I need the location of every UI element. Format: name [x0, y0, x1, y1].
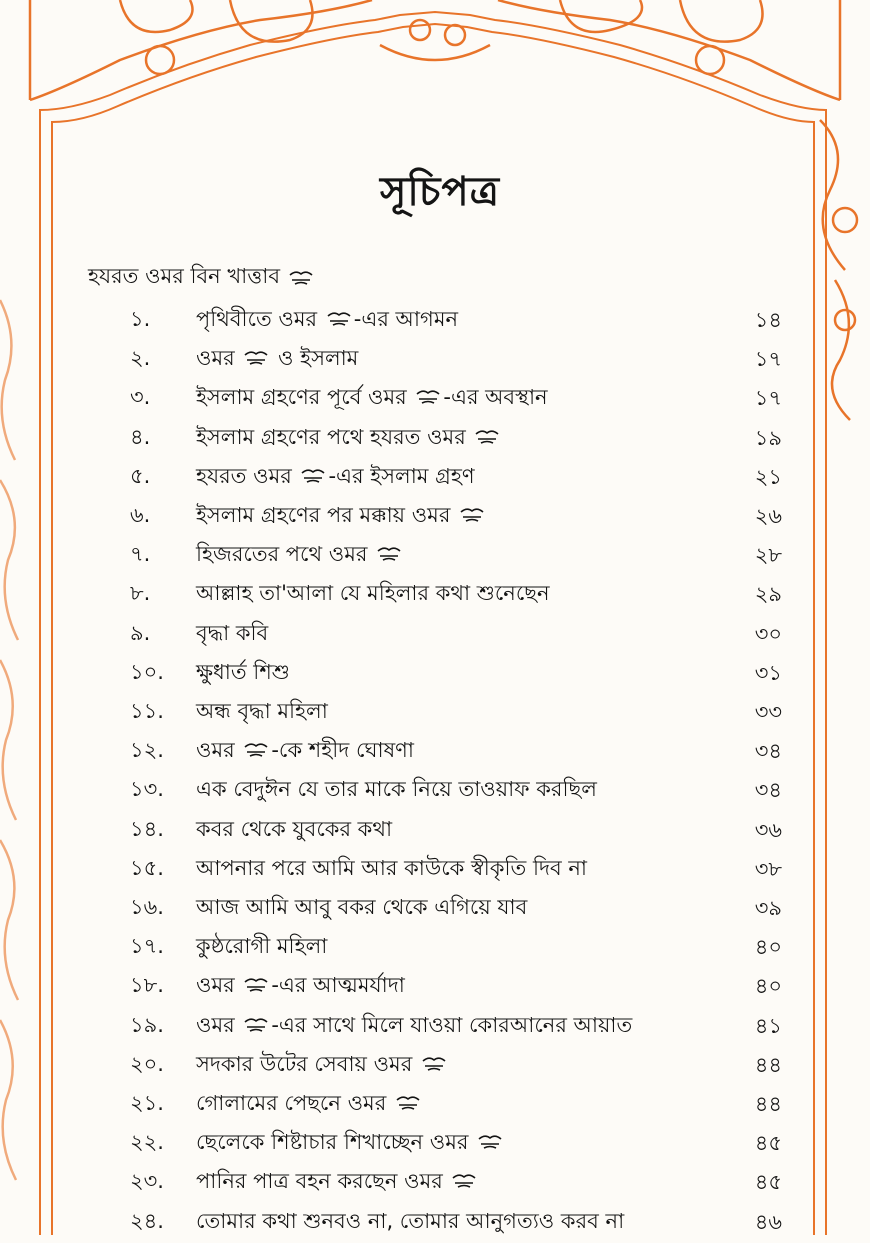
toc-entry	[0, 380, 870, 419]
entry-page-number: ৩৩	[754, 700, 782, 724]
entry-title	[196, 1008, 632, 1042]
entry-number: ১০.	[130, 659, 164, 684]
section-header	[88, 260, 316, 295]
entry-title	[196, 498, 487, 532]
honorific-seal-icon	[421, 1055, 447, 1073]
entry-page-number: ২৮	[754, 543, 782, 568]
entry-page-number: ১৭	[754, 347, 782, 372]
entry-title-text: ইসলাম গ্রহণের পথে হযরত ওমর	[196, 424, 473, 449]
entry-number: ১৮.	[130, 973, 164, 998]
toc-entry	[0, 576, 870, 615]
toc-entry	[0, 616, 870, 655]
honorific-seal-icon	[395, 1094, 421, 1112]
toc-entry	[0, 851, 870, 890]
entry-number: ৪.	[130, 424, 151, 449]
entry-number: ৫.	[130, 463, 151, 488]
entry-title-text: ওমর	[196, 973, 242, 998]
entry-title	[196, 772, 597, 806]
entry-number: ১৪.	[130, 816, 164, 841]
entry-page-number: ১৪	[754, 308, 782, 332]
entry-title	[196, 537, 404, 571]
honorific-seal-icon	[243, 1016, 269, 1034]
toc-entry	[0, 733, 870, 772]
toc-entry	[0, 655, 870, 694]
toc-entry	[0, 1008, 870, 1047]
entry-page-number: ৪০	[754, 935, 782, 960]
toc-entry	[0, 420, 870, 459]
entry-title	[196, 968, 405, 1002]
entry-number: ২২.	[130, 1130, 164, 1155]
entry-page-number: ৩৪	[754, 778, 782, 803]
entry-title-text: হিজরতের পথে ওমর	[196, 542, 375, 567]
page-title: সূচিপত্র	[380, 168, 500, 215]
entry-number: ১৫.	[130, 855, 164, 880]
entry-title-text: তোমার কথা শুনবও না, তোমার আনুগত্যও করব না	[196, 1208, 625, 1233]
entry-title	[196, 890, 527, 924]
entry-title	[196, 851, 587, 885]
section-label: হযরত ওমর বিন খাত্তাব	[88, 264, 281, 288]
toc-entry	[0, 968, 870, 1007]
entry-title	[196, 812, 392, 846]
entry-title	[196, 929, 327, 963]
entry-number: ৩.	[130, 385, 151, 410]
entry-title-text: -এর সাথে মিলে যাওয়া কোরআনের আয়াত	[271, 1012, 633, 1037]
toc-entry	[0, 498, 870, 537]
entry-page-number: ৩১	[754, 660, 782, 685]
entry-number: ২৩.	[130, 1169, 164, 1194]
toc-entry	[0, 302, 870, 341]
honorific-seal-icon	[474, 428, 500, 446]
entry-page-number: ১৭	[754, 386, 782, 411]
entry-page-number: ৪৬	[754, 1209, 782, 1234]
entry-number: ১৩.	[130, 777, 164, 802]
honorific-seal-icon	[451, 1172, 477, 1190]
entry-page-number: ৩৮	[754, 856, 782, 881]
toc-entry	[0, 772, 870, 811]
entry-number: ২১.	[130, 1091, 164, 1115]
entry-page-number: ২১	[754, 464, 782, 489]
entry-title	[196, 420, 502, 454]
honorific-seal-icon	[376, 545, 402, 563]
entry-number: ২০.	[130, 1051, 164, 1076]
entry-page-number: ২৬	[754, 504, 782, 528]
honorific-seal-icon	[243, 976, 269, 994]
entry-number: ১৯.	[130, 1012, 164, 1037]
entry-title-text: ও ইসলাম	[271, 346, 359, 371]
entry-title	[196, 302, 458, 336]
entry-title	[196, 1125, 505, 1159]
entry-title-text: অন্ধ বৃদ্ধা মহিলা	[196, 699, 328, 723]
entry-title-text: -এর আত্মমর্যাদা	[271, 973, 405, 998]
entry-number: ১৬.	[130, 895, 164, 919]
entry-title-text: -এর ইসলাম গ্রহণ	[328, 463, 475, 488]
honorific-seal-icon	[415, 388, 441, 406]
entry-page-number: ৪১	[754, 1013, 782, 1038]
entry-title-text: ওমর	[196, 346, 242, 371]
entry-number: ৬.	[130, 503, 151, 527]
honorific-seal-icon	[243, 741, 269, 759]
entry-title-text: কুষ্ঠরোগী মহিলা	[196, 934, 328, 959]
toc-entry	[0, 929, 870, 968]
toc-entry	[0, 1125, 870, 1164]
toc-entry	[0, 1164, 870, 1203]
toc-entry	[0, 812, 870, 851]
entry-page-number: ৪০	[754, 974, 782, 999]
entry-title-text: ওমর	[196, 1012, 242, 1037]
entry-title-text: গোলামের পেছনে ওমর	[196, 1091, 393, 1115]
entry-title-text: হযরত ওমর	[196, 463, 299, 488]
entry-title-text: আজ আমি আবু বকর থেকে এগিয়ে যাব	[196, 895, 528, 919]
entry-number: ২.	[130, 346, 151, 371]
entry-page-number: ৪৪	[754, 1092, 782, 1116]
entry-title-text: ইসলাম গ্রহণের পূর্বে ওমর	[196, 385, 414, 410]
entry-number: ৯.	[130, 620, 151, 645]
entry-title-text: ক্ষুধার্ত শিশু	[196, 659, 290, 684]
entry-number: ২৪.	[130, 1208, 164, 1233]
entry-page-number: ২৯	[754, 582, 782, 607]
toc-entry	[0, 1204, 870, 1243]
toc-entry	[0, 890, 870, 929]
toc-entry	[0, 1086, 870, 1125]
entry-title-text: -এর অবস্থান	[443, 385, 548, 410]
entry-page-number: ১৯	[754, 425, 782, 450]
honorific-seal-icon	[477, 1133, 503, 1151]
entry-title	[196, 576, 550, 610]
toc-entry	[0, 341, 870, 380]
entry-title	[196, 459, 475, 493]
entry-title	[196, 1204, 624, 1238]
entry-title-text: পানির পাত্র বহন করছেন ওমর	[196, 1169, 450, 1194]
entry-number: ৭.	[130, 542, 151, 567]
entry-title	[196, 1086, 423, 1120]
entry-title-text: পৃথিবীতে ওমর	[196, 307, 324, 331]
entry-page-number: ৪৫	[754, 1131, 782, 1156]
entry-number: ১৭.	[130, 934, 164, 959]
toc-entry	[0, 459, 870, 498]
honorific-seal-icon	[459, 506, 485, 524]
toc-entry	[0, 1047, 870, 1086]
entry-title-text: সদকার উটের সেবায় ওমর	[196, 1051, 419, 1076]
entry-title	[196, 694, 328, 728]
entry-title-text: এক বেদুঈন যে তার মাকে নিয়ে তাওয়াফ করছিল	[196, 777, 597, 802]
entry-title-text: বৃদ্ধা কবি	[196, 620, 269, 645]
honorific-seal-icon	[300, 467, 326, 485]
entry-title-text: আল্লাহ তা'আলা যে মহিলার কথা শুনেছেন	[196, 581, 550, 606]
entry-number: ১১.	[130, 699, 164, 723]
entry-title-text: -কে শহীদ ঘোষণা	[271, 738, 414, 763]
entry-title	[196, 616, 268, 650]
entry-number: ৮.	[130, 581, 151, 606]
entry-title	[196, 655, 290, 689]
entry-title-text: -এর আগমন	[353, 307, 459, 331]
entry-title	[196, 733, 414, 767]
entry-page-number: ৩৪	[754, 739, 782, 764]
entry-title-text: ইসলাম গ্রহণের পর মক্কায় ওমর	[196, 503, 458, 527]
honorific-seal-icon	[326, 310, 352, 328]
entry-number: ১২.	[130, 738, 164, 763]
entry-title	[196, 1164, 479, 1198]
entry-title	[196, 380, 548, 414]
entry-number: ১.	[130, 307, 151, 331]
honorific-seal-icon	[288, 269, 314, 287]
toc-entry	[0, 694, 870, 733]
entry-page-number: ৩৯	[754, 896, 782, 920]
entry-title-text: কবর থেকে যুবকের কথা	[196, 816, 393, 841]
entry-title	[196, 1047, 449, 1081]
entry-title-text: আপনার পরে আমি আর কাউকে স্বীকৃতি দিব না	[196, 855, 587, 880]
entry-page-number: ৩০	[754, 621, 782, 646]
honorific-seal-icon	[243, 349, 269, 367]
entry-page-number: ৩৬	[754, 817, 782, 842]
entry-page-number: ৪৪	[754, 1052, 782, 1077]
toc-entry	[0, 537, 870, 576]
entry-page-number: ৪৫	[754, 1170, 782, 1195]
entry-title-text: ছেলেকে শিষ্টাচার শিখাচ্ছেন ওমর	[196, 1130, 476, 1155]
entry-title	[196, 341, 358, 375]
entry-title-text: ওমর	[196, 738, 242, 763]
